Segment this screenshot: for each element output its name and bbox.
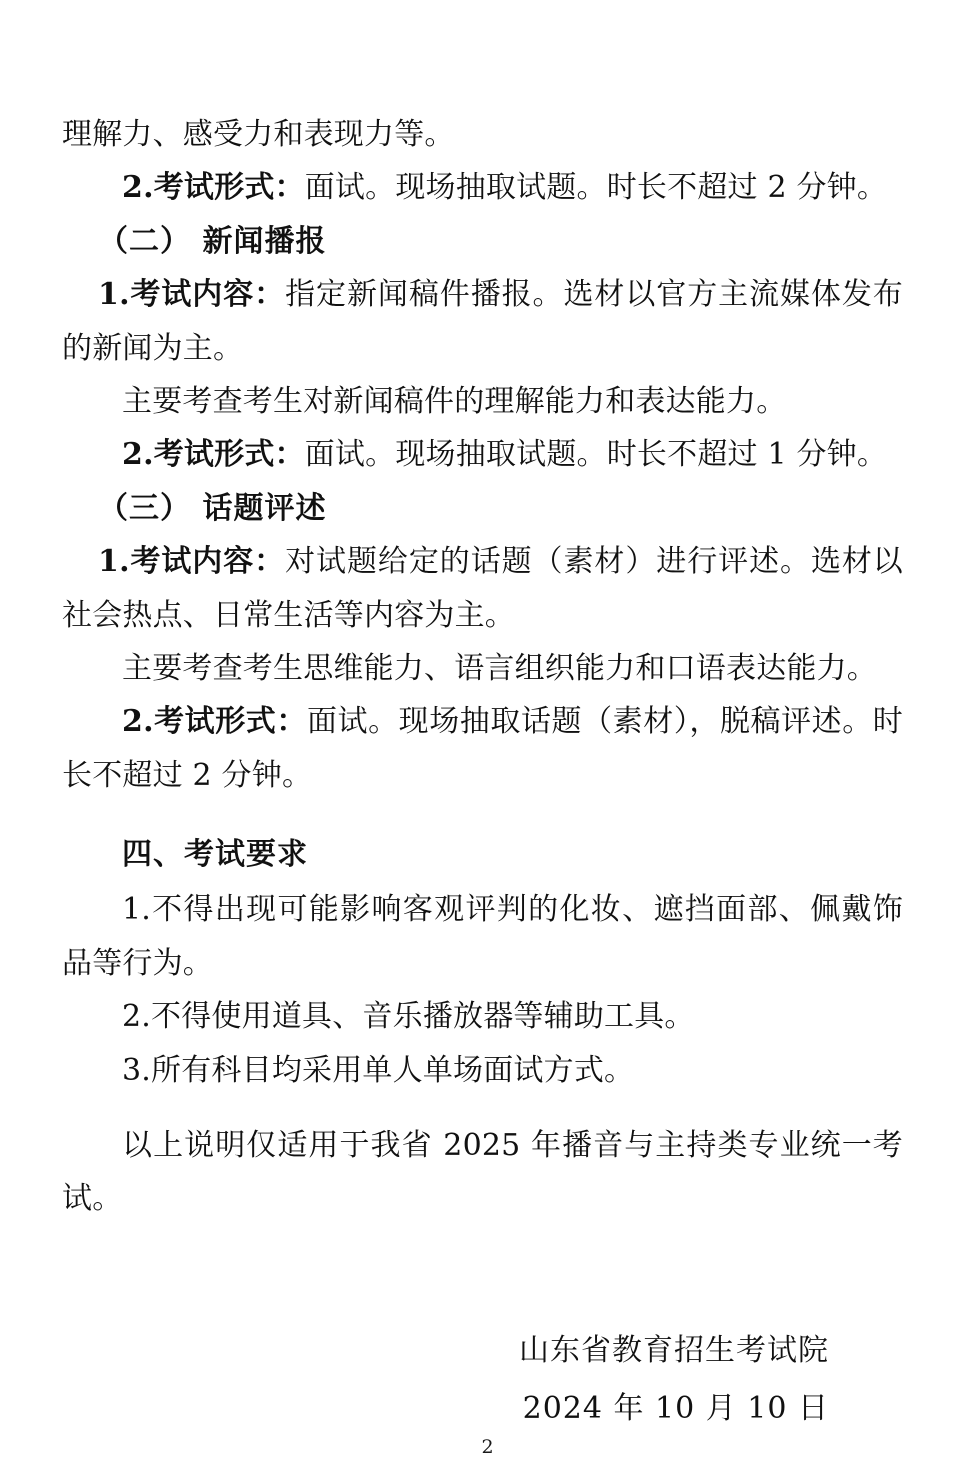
paragraph-text: 主要考查考生对新闻稿件的理解能力和表达能力。 bbox=[122, 383, 787, 419]
paragraph-text: 主要考查考生思维能力、语言组织能力和口语表达能力。 bbox=[122, 650, 877, 686]
paragraph-text: 以上说明仅适用于我省 2025 年播音与主持类专业统一考试。 bbox=[62, 1128, 903, 1217]
paragraph-section3-exam-form bbox=[62, 695, 903, 802]
paragraph-text: 面试。现场抽取话题（素材），脱稿评述。时长不超过 2 分钟。 bbox=[62, 704, 904, 793]
label-exam-content: 1.考试内容： bbox=[98, 544, 286, 580]
label-exam-form: 2.考试形式： bbox=[122, 437, 305, 473]
paragraph-text: 面试。现场抽取试题。时长不超过 1 分钟。 bbox=[304, 437, 888, 473]
paragraph-text: 1.不得出现可能影响客观评判的化妆、遮挡面部、佩戴饰品等行为。 bbox=[62, 892, 903, 981]
paragraph-section3-note bbox=[62, 642, 903, 695]
paragraph-requirement-2 bbox=[62, 990, 903, 1043]
heading-section-two bbox=[62, 215, 903, 268]
paragraph-text: 指定新闻稿件播报。选材以官方主流媒体发布的新闻为主。 bbox=[62, 277, 904, 366]
paragraph-text: 2.不得使用道具、音乐播放器等辅助工具。 bbox=[122, 999, 695, 1035]
signature-organization: 山东省教育招生考试院 bbox=[519, 1332, 829, 1368]
signature-block bbox=[62, 1322, 903, 1439]
paragraph-text: 对试题给定的话题（素材）进行评述。选材以社会热点、日常生活等内容为主。 bbox=[62, 544, 904, 633]
label-exam-form: 2.考试形式： bbox=[122, 704, 307, 740]
document-body bbox=[62, 108, 903, 1439]
paragraph-section2-exam-content bbox=[62, 268, 903, 375]
paragraph-section2-note bbox=[62, 375, 903, 428]
paragraph-requirement-1 bbox=[62, 883, 903, 990]
paragraph-text: 3.所有科目均采用单人单场面试方式。 bbox=[122, 1052, 635, 1088]
page-number: 2 bbox=[481, 1436, 494, 1458]
paragraph-section3-exam-content bbox=[62, 535, 903, 642]
paragraph-requirement-3 bbox=[62, 1044, 903, 1097]
heading-section-three bbox=[62, 482, 903, 535]
paragraph-section1-exam-form bbox=[62, 161, 903, 214]
heading-section-four-exam-requirements bbox=[62, 828, 903, 881]
paragraph-continued-line bbox=[62, 108, 903, 161]
paragraph-closing-statement bbox=[62, 1119, 903, 1226]
label-exam-form: 2.考试形式： bbox=[122, 170, 305, 206]
paragraph-section2-exam-form bbox=[62, 428, 903, 481]
label-exam-content: 1.考试内容： bbox=[98, 277, 286, 313]
heading-text: （三） 话题评述 bbox=[98, 490, 327, 526]
signature-date: 2024 年 10 月 10 日 bbox=[522, 1391, 829, 1427]
heading-text: （二） 新闻播报 bbox=[98, 223, 327, 259]
heading-text: 四、考试要求 bbox=[122, 837, 308, 873]
paragraph-text: 理解力、感受力和表现力等。 bbox=[62, 117, 455, 152]
paragraph-text: 面试。现场抽取试题。时长不超过 2 分钟。 bbox=[304, 170, 888, 206]
